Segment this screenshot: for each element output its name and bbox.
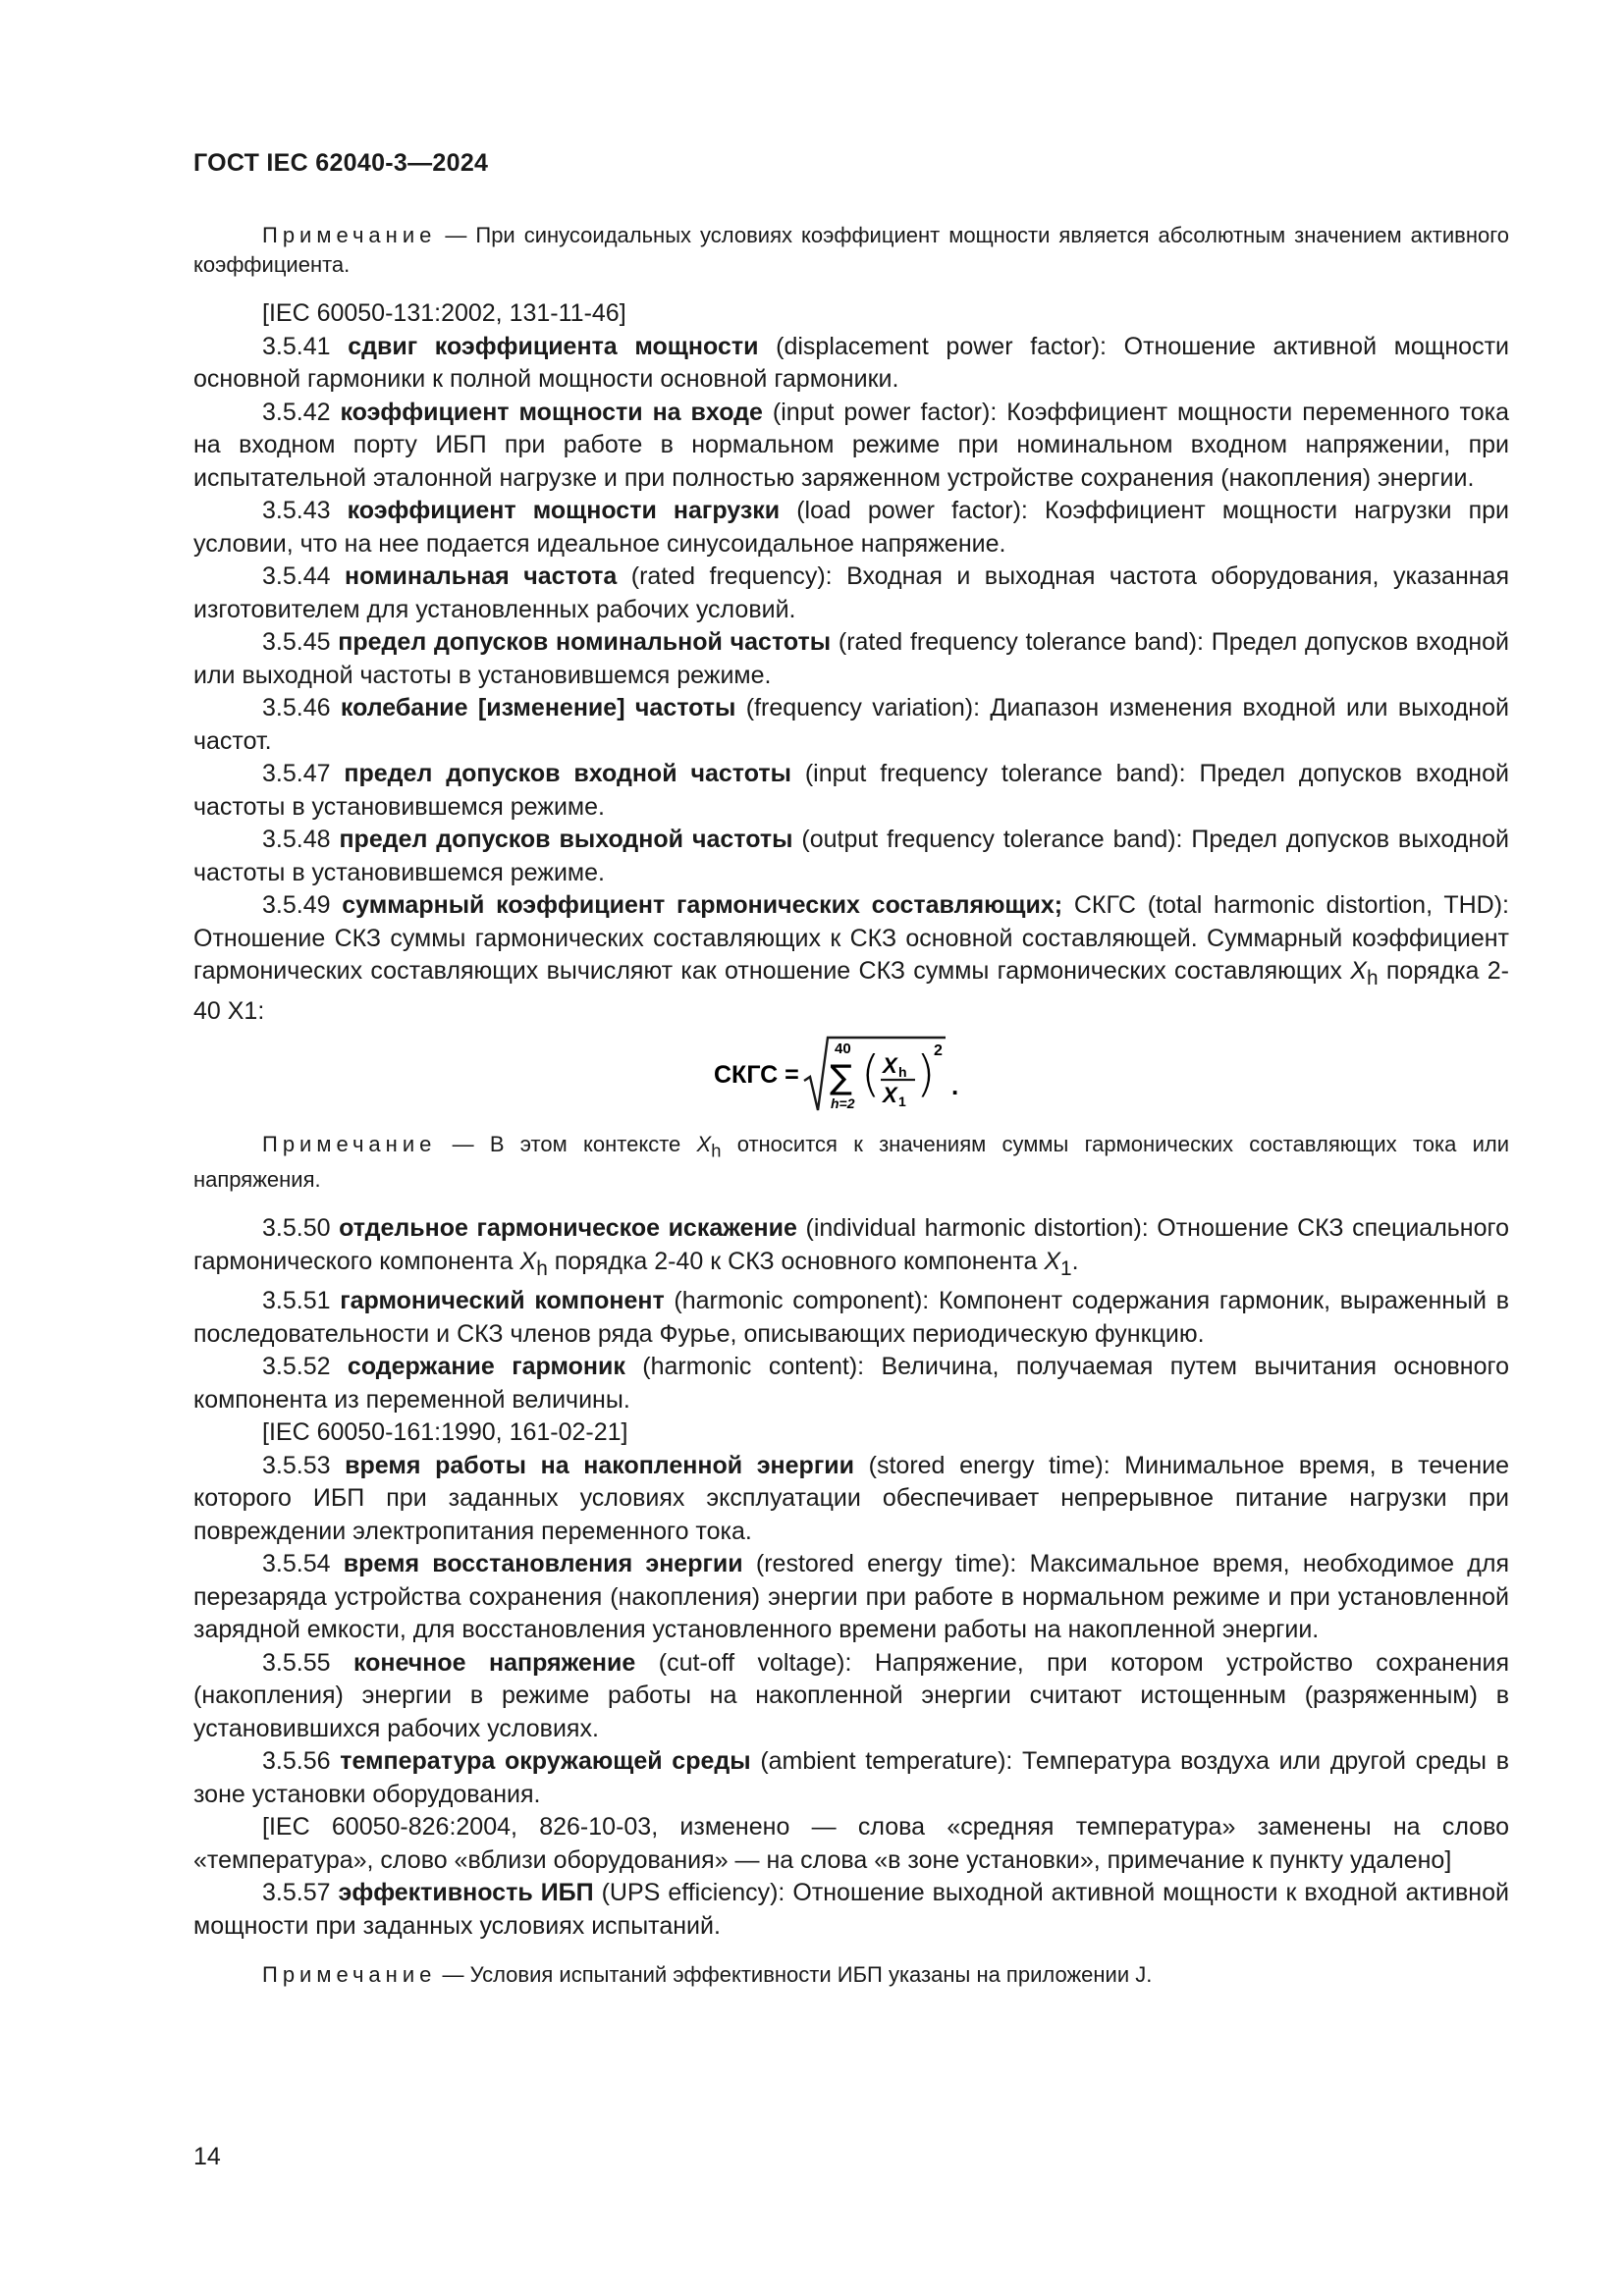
term-definition: (harmonic content): Величина, получаемая путем вычитания основного компонента из переменной величины. — [193, 1353, 1509, 1414]
denominator-subscript: 1 — [898, 1094, 906, 1109]
left-paren-icon: ( — [861, 1045, 881, 1102]
term-definition-tail: порядка 2-40 X1: — [193, 957, 1510, 1025]
term-name: гармонический компонент — [340, 1287, 665, 1315]
period-icon: . — [951, 1071, 959, 1100]
variable-subscript: 1 — [1060, 1256, 1072, 1280]
term-number: 3.5.48 — [262, 826, 331, 853]
term-number: 3.5.57 — [262, 1879, 331, 1907]
note-2 — [193, 1130, 1509, 1195]
term-entry-3-5-57 — [193, 1877, 1509, 1943]
term-definition: (input frequency tolerance band): Предел допусков входной частоты в установившемся режиме. — [193, 760, 1509, 821]
term-entry-3-5-45 — [193, 626, 1509, 692]
term-number: 3.5.51 — [262, 1287, 331, 1315]
term-name: коэффициент мощности на входе — [340, 398, 763, 426]
term-entry-3-5-41 — [193, 331, 1509, 397]
term-number: 3.5.43 — [262, 497, 331, 524]
numerator-subscript: h — [898, 1064, 907, 1080]
term-number: 3.5.42 — [262, 398, 331, 426]
variable-x: X — [1044, 1247, 1061, 1275]
term-definition: (displacement power factor): Отношение активной мощности основной гармоники к полной мощности основной гармоники. — [193, 332, 1509, 393]
term-name: коэффициент мощности нагрузки — [347, 497, 781, 524]
numerator-x: X — [883, 1053, 897, 1078]
formula-lhs: СКГС = — [714, 1061, 799, 1089]
term-name: предел допусков входной частоты — [344, 760, 791, 787]
note-3 — [193, 1960, 1509, 1990]
term-number: 3.5.41 — [262, 332, 331, 360]
variable-x: X — [1350, 957, 1367, 985]
term-entry-3-5-51 — [193, 1285, 1509, 1351]
note-label: Примечание — [262, 1132, 437, 1156]
term-number: 3.5.49 — [262, 891, 331, 919]
term-entry-3-5-50: 3.5.50 отдельное гармоническое искажение (individual harmonic distortion): Отношение СКЗ специального гармонического компонента $X_h$ порядка 2-40 к СКЗ основного компонента $X_1$. — [193, 1214, 1509, 1280]
term-entry-3-5-44 — [193, 561, 1509, 626]
term-definition: (cut-off voltage): Напряжение, при котором устройство сохранения (накопления) энергии в режиме работы на накопленной энергии считают истощенным (разряженным) в установившихся рабочих условиях. — [193, 1648, 1510, 1742]
term-number: 3.5.50 — [262, 1214, 331, 1243]
note-dash: — — [436, 1132, 490, 1156]
term-name: отдельное гармоническое искажение — [339, 1214, 797, 1243]
sum-lower-limit: h=2 — [831, 1095, 855, 1111]
term-definition: (output frequency tolerance band): Предел допусков выходной частоты в установившемся режиме. — [193, 826, 1509, 886]
reference-2: [IEC 60050-161:1990, 161-02-21] — [262, 1418, 628, 1447]
term-name: эффективность ИБП — [338, 1879, 594, 1907]
term-entry-3-5-56 — [193, 1745, 1509, 1811]
term-name: предел допусков номинальной частоты — [338, 628, 832, 656]
term-definition: (stored energy time): Минимальное время, в течение которого ИБП при заданных условиях эксплуатации обеспечивает непрерывное питание нагрузки при повреждении электропитания переменного тока. — [193, 1451, 1510, 1545]
thd-formula — [193, 1034, 1509, 1114]
term-definition: (rated frequency): Входная и выходная частота оборудования, указанная изготовителем для установленных рабочих условий. — [193, 562, 1509, 623]
note-1 — [193, 221, 1509, 280]
term-entry-3-5-42 — [193, 397, 1509, 496]
term-number: 3.5.56 — [262, 1747, 331, 1776]
term-definition-mid: порядка 2-40 к СКЗ основного компонента — [554, 1247, 1038, 1275]
term-entry-3-5-43 — [193, 495, 1509, 561]
term-definition: (load power factor): Коэффициент мощности нагрузки при условии, что на нее подается идеальное синусоидальное напряжение. — [193, 497, 1509, 558]
note-text: При синусоидальных условиях коэффициент мощности является абсолютным значением активного коэффициента. — [193, 223, 1509, 277]
term-name: предел допусков выходной частоты — [339, 826, 793, 853]
term-entry-3-5-46 — [193, 692, 1509, 758]
term-entry-3-5-54 — [193, 1548, 1509, 1647]
term-name: колебание [изменение] частоты — [340, 694, 736, 721]
thd-formula-graphic — [714, 1034, 989, 1114]
variable-subscript: h — [711, 1140, 722, 1161]
page-number: 14 — [193, 2143, 221, 2170]
note-dash: — — [436, 1962, 470, 1988]
term-definition: (individual harmonic distortion): Отношение СКЗ специального гармонического компонента — [193, 1214, 1509, 1275]
power-exponent: 2 — [934, 1042, 943, 1059]
right-paren-icon: ) — [916, 1045, 936, 1102]
term-name: конечное напряжение — [352, 1648, 636, 1677]
term-entry-3-5-53 — [193, 1450, 1509, 1549]
denominator-x: X — [883, 1083, 897, 1107]
term-number: 3.5.52 — [262, 1353, 331, 1381]
term-name: время восстановления энергии — [343, 1550, 743, 1578]
term-number: 3.5.46 — [262, 694, 331, 721]
note-text-tail: относится к значениям суммы гармонических составляющих тока или напряжения. — [193, 1132, 1509, 1193]
term-name: содержание гармоник — [347, 1353, 625, 1381]
note-text: Условия испытаний эффективности ИБП указаны на приложении J. — [469, 1962, 1153, 1988]
term-number: 3.5.55 — [262, 1648, 331, 1677]
term-name: сдвиг коэффициента мощности — [348, 332, 759, 360]
term-number: 3.5.44 — [262, 562, 331, 590]
term-number: 3.5.45 — [262, 628, 331, 656]
note-text: В этом контексте — [489, 1132, 681, 1156]
term-entry-3-5-55 — [193, 1647, 1509, 1746]
term-entry-3-5-47 — [193, 758, 1509, 824]
term-definition: (harmonic component): Компонент содержания гармоник, выраженный в последовательности и СКЗ членов ряда Фурье, описывающих периодическую функцию. — [193, 1287, 1509, 1348]
term-entry-3-5-52 — [193, 1351, 1509, 1416]
reference-3: [IEC 60050-826:2004, 826-10-03, изменено — слова «средняя температура» заменены на слово «температура», слово «вблизи оборудования» — на слова «в зоне установки», примечание к пункту удалено] — [193, 1813, 1509, 1874]
term-entry-3-5-49 — [193, 889, 1509, 1028]
term-name: суммарный коэффициент гармонических составляющих; — [342, 891, 1063, 919]
term-name: номинальная частота — [345, 562, 618, 590]
sigma-icon: ∑ — [830, 1058, 852, 1097]
term-definition: (restored energy time): Максимальное время, необходимое для перезаряда устройства сохранения (накопления) энергии при работе в нормальном режиме и при установленной зарядной емкости, для восстановления установленного времени работы на накопленной энергии. — [193, 1550, 1510, 1644]
term-definition: (rated frequency tolerance band): Предел допусков входной или выходной частоты в установившемся режиме. — [193, 628, 1509, 689]
document-header: ГОСТ IEC 62040-3—2024 — [193, 149, 489, 177]
term-definition: (ambient temperature): Температура воздуха или другой среды в зоне установки оборудования. — [193, 1747, 1509, 1808]
term-definition: (frequency variation): Диапазон изменения входной или выходной частот. — [193, 694, 1509, 755]
note-dash: — — [436, 223, 476, 247]
variable-subscript: h — [536, 1256, 548, 1280]
term-name: температура окружающей среды — [340, 1747, 751, 1776]
term-entry-3-5-48 — [193, 824, 1509, 889]
term-number: 3.5.47 — [262, 760, 331, 787]
note-label: Примечание — [262, 223, 437, 247]
variable-x: X — [696, 1132, 712, 1156]
variable-x: X — [519, 1247, 537, 1275]
term-number: 3.5.54 — [262, 1550, 331, 1578]
variable-subscript: h — [1366, 967, 1379, 989]
note-label: Примечание — [262, 1962, 437, 1988]
term-definition: (UPS efficiency): Отношение выходной активной мощности к входной активной мощности при заданных условиях испытаний. — [193, 1879, 1509, 1940]
sum-upper-limit: 40 — [835, 1041, 851, 1057]
term-number: 3.5.53 — [262, 1451, 331, 1479]
term-name: время работы на накопленной энергии — [345, 1451, 854, 1479]
term-definition: (input power factor): Коэффициент мощности переменного тока на входном порту ИБП при работе в нормальном режиме при номинальном входном напряжении, при испытательной эталонной нагрузке и при полностью заряженном устройстве сохранения (накопления) энергии. — [193, 398, 1510, 492]
reference-1: [IEC 60050-131:2002, 131-11-46] — [262, 299, 626, 327]
term-definition: СКГС (total harmonic distortion, THD): Отношение СКЗ суммы гармонических составляющих к СКЗ основной составляющей. Суммарный коэффициент гармонических составляющих вычисляют как отношение СКЗ суммы гармонических составляющих — [193, 891, 1509, 985]
page-content — [193, 221, 1509, 1990]
